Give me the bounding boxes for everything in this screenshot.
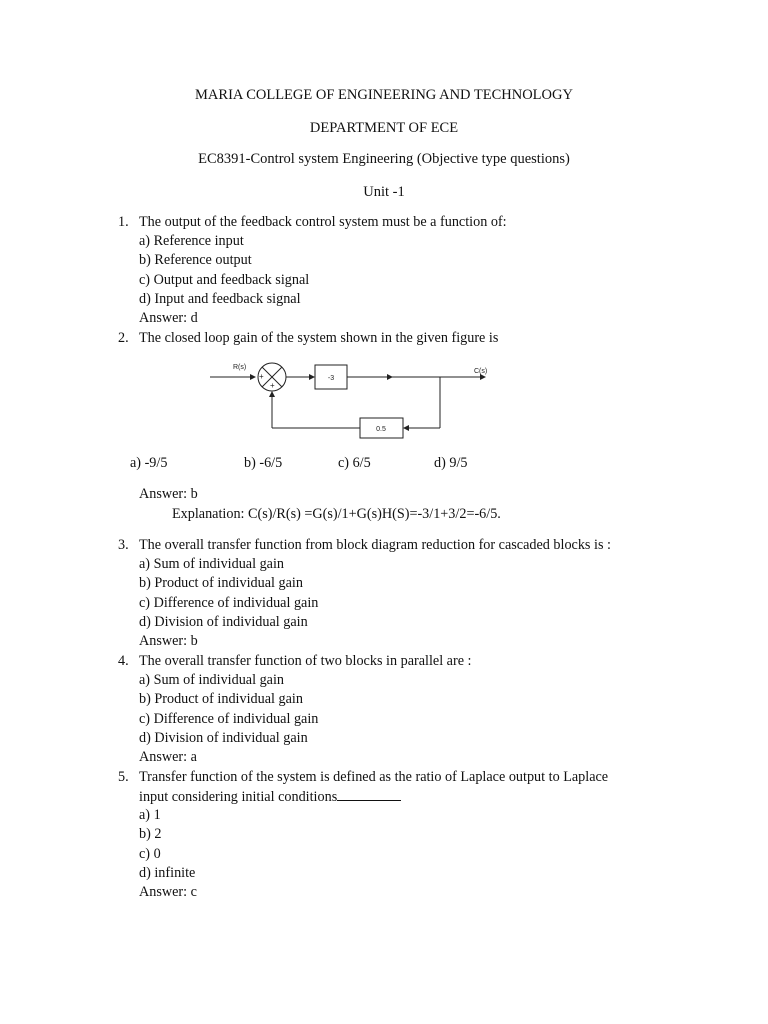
question-text: Transfer function of the system is defined as the ratio of Laplace output to Laplace xyxy=(139,769,609,785)
option: a) Reference input xyxy=(139,233,244,249)
option: c) 6/5 xyxy=(338,455,371,471)
question-text: The closed loop gain of the system shown in the given figure is xyxy=(139,330,499,346)
option: c) 0 xyxy=(139,846,161,862)
plus-sign-bottom: + xyxy=(270,381,275,390)
plus-sign-top: + xyxy=(259,372,264,381)
block-diagram xyxy=(200,352,500,444)
option: d) Division of individual gain xyxy=(139,730,308,746)
option: b) Product of individual gain xyxy=(139,575,303,591)
unit-title: Unit -1 xyxy=(363,184,405,200)
option: b) 2 xyxy=(139,826,162,842)
answer-blank xyxy=(337,788,401,801)
college-title: MARIA COLLEGE OF ENGINEERING AND TECHNOLOGY xyxy=(195,87,573,103)
option: a) -9/5 xyxy=(130,455,168,471)
output-label: C(s) xyxy=(474,368,488,375)
option: a) Sum of individual gain xyxy=(139,672,285,688)
question-text: The overall transfer function from block diagram reduction for cascaded blocks is : xyxy=(139,537,611,553)
option: c) Difference of individual gain xyxy=(139,595,319,611)
answer: Answer: a xyxy=(139,749,197,765)
department-title: DEPARTMENT OF ECE xyxy=(309,120,459,136)
option: d) infinite xyxy=(139,865,196,881)
question-number: 4. xyxy=(118,653,129,669)
question-text: The output of the feedback control system must be a function of: xyxy=(139,214,507,230)
forward-gain: -3 xyxy=(327,375,335,382)
question-text: The overall transfer function of two blocks in parallel are : xyxy=(139,653,472,669)
option: b) Product of individual gain xyxy=(139,691,303,707)
option: b) -6/5 xyxy=(244,455,283,471)
option: d) Input and feedback signal xyxy=(139,291,301,307)
question-number: 1. xyxy=(118,214,129,230)
answer: Answer: b xyxy=(139,486,198,502)
option: c) Output and feedback signal xyxy=(139,272,310,288)
answer: Answer: b xyxy=(139,633,198,649)
option: b) Reference output xyxy=(139,252,252,268)
option: d) Division of individual gain xyxy=(139,614,308,630)
question-number: 2. xyxy=(118,330,129,346)
explanation: Explanation: C(s)/R(s) =G(s)/1+G(s)H(S)=-3/1+3/2=-6/5. xyxy=(172,506,501,522)
option: c) Difference of individual gain xyxy=(139,711,319,727)
option: a) 1 xyxy=(139,807,161,823)
question-text-part: input considering initial conditions xyxy=(139,789,338,805)
option: d) 9/5 xyxy=(434,455,468,471)
answer: Answer: c xyxy=(139,884,197,900)
question-number: 3. xyxy=(118,537,129,553)
course-title: EC8391-Control system Engineering (Objective type questions) xyxy=(198,151,570,167)
answer: Answer: d xyxy=(139,310,198,326)
feedback-gain: 0.5 xyxy=(376,426,386,433)
input-label: R(s) xyxy=(233,364,247,371)
question-number: 5. xyxy=(118,769,129,785)
option: a) Sum of individual gain xyxy=(139,556,285,572)
question-text-continued xyxy=(139,788,401,806)
